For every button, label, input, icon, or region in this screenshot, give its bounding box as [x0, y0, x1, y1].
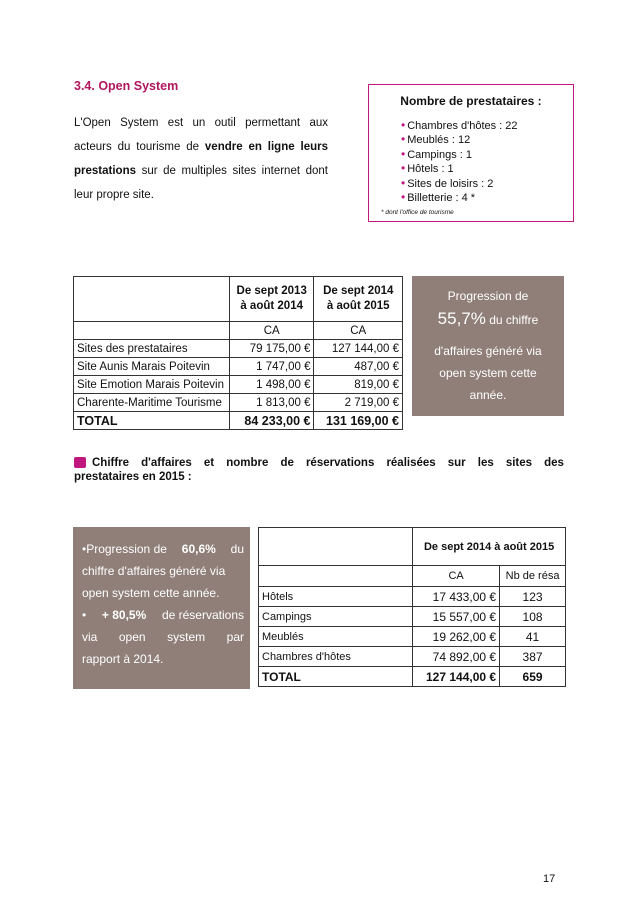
row-label: Meublés: [259, 627, 413, 647]
revenue-percent: 60,6%: [181, 542, 216, 556]
total-label: TOTAL: [259, 667, 413, 687]
provider-count: Hôtels : 1: [407, 163, 454, 176]
table-total-row: [74, 412, 403, 430]
bullet-icon: •: [401, 118, 406, 132]
total-count: 659: [500, 667, 566, 687]
progression-percent: 55,7%: [437, 309, 486, 328]
empty-subheader-cell: [74, 322, 230, 340]
row-count: 108: [500, 607, 566, 627]
bullet-bookings: [82, 604, 244, 670]
row-label: Site Emotion Marais Poitevin: [74, 376, 230, 394]
list-item: [401, 148, 518, 162]
provider-count: Sites de loisirs : 2: [407, 177, 494, 190]
row-value: 2 719,00 €: [314, 394, 403, 412]
ca-header: CA: [413, 566, 500, 587]
row-value: 1 747,00 €: [229, 358, 314, 376]
bookings-percent: + 80,5%: [101, 608, 147, 622]
bookings-count-header: Nb de résa: [500, 566, 566, 587]
ca-header: CA: [229, 322, 314, 340]
empty-header-cell: [74, 277, 230, 322]
subsection-title-line-1: [74, 456, 564, 470]
table-row: [259, 627, 566, 647]
row-count: 41: [500, 627, 566, 647]
bullet-word: par: [226, 630, 244, 644]
progression-bullets-panel: [73, 527, 250, 689]
total-value: 127 144,00 €: [413, 667, 500, 687]
bullet-icon: •: [401, 132, 406, 147]
bullet-revenue: [82, 538, 244, 604]
providers-list: [401, 119, 518, 205]
table-header-row: [259, 528, 566, 566]
provider-count: Meublés : 12: [407, 134, 471, 147]
intro-bold-text: vendre en ligne leurs prestations: [74, 141, 328, 177]
row-label: Charente-Maritime Tourisme: [74, 394, 230, 412]
title-word: Chiffre: [92, 457, 130, 469]
row-label: Campings: [259, 607, 413, 627]
bullet-icon: •: [401, 190, 406, 205]
table-row: [74, 340, 403, 358]
row-value: 74 892,00 €: [413, 647, 500, 667]
row-count: 123: [500, 587, 566, 607]
table-header-row: [74, 277, 403, 322]
revenue-table: [73, 276, 403, 430]
period-header: De sept 2014 à août 2015: [413, 528, 566, 566]
row-value: 819,00 €: [314, 376, 403, 394]
intro-paragraph: [74, 111, 328, 207]
bullet-text: Progression de: [86, 542, 167, 556]
bullet-text: de réservations: [161, 608, 244, 622]
list-item: [401, 177, 518, 191]
title-word: les: [477, 457, 494, 469]
row-label: Sites des prestataires: [74, 340, 230, 358]
list-item: [401, 119, 518, 133]
empty-header-cell: [259, 528, 413, 566]
page-number: 17: [543, 873, 556, 885]
list-item: [401, 162, 518, 176]
bullet-bookings-line-2: [82, 626, 244, 648]
row-value: 487,00 €: [314, 358, 403, 376]
table-row: [259, 647, 566, 667]
total-value: 131 169,00 €: [314, 412, 403, 430]
title-word: sur: [447, 457, 466, 469]
progression-line-2: [412, 309, 564, 329]
section-title: 3.4. Open System: [74, 79, 179, 93]
bullet-text: du: [230, 542, 244, 556]
title-word: réalisées: [386, 457, 436, 469]
row-value: 1 498,00 €: [229, 376, 314, 394]
total-label: TOTAL: [74, 412, 230, 430]
bullet-word: system: [167, 630, 206, 644]
bullet-icon: •: [401, 161, 406, 176]
table-row: [74, 394, 403, 412]
provider-count: Chambres d'hôtes : 22: [407, 120, 518, 132]
bullet-icon: •: [82, 608, 87, 622]
progression-line-1: Progression de: [447, 289, 529, 303]
bullet-bookings-line-3: rapport à 2014.: [82, 652, 164, 666]
providers-box: [368, 84, 574, 222]
row-label: Chambres d'hôtes: [259, 647, 413, 667]
bullet-icon: •: [401, 175, 406, 190]
bullet-icon: •: [82, 542, 87, 556]
row-label: Hôtels: [259, 587, 413, 607]
row-value: 1 813,00 €: [229, 394, 314, 412]
table-row: [259, 587, 566, 607]
title-word: et: [203, 457, 215, 469]
period-2014-header: De sept 2014 à août 2015: [314, 277, 403, 322]
subsection-title: [74, 456, 564, 484]
providers-note: * dont l'office de tourisme: [381, 209, 454, 216]
table-row: [259, 607, 566, 627]
empty-subheader-cell: [259, 566, 413, 587]
progression-text: du chiffre: [485, 313, 539, 327]
title-word: de: [280, 457, 294, 469]
bullet-revenue-line-2: chiffre d'affaires généré via: [82, 564, 226, 578]
row-value: 19 262,00 €: [413, 627, 500, 647]
row-value: 15 557,00 €: [413, 607, 500, 627]
progression-line-5: année.: [469, 388, 507, 402]
title-word: des: [544, 457, 564, 469]
subsection-title-line-2: prestataires en 2015 :: [74, 471, 192, 483]
bullet-revenue-line-1: [82, 538, 244, 560]
progression-line-4: open system cette: [439, 366, 537, 380]
intro-text-1: L'Open System est un outil permettant aux acteurs du tourisme de: [74, 117, 328, 153]
table-subheader-row: [259, 566, 566, 587]
bullet-revenue-line-3: open system cette année.: [82, 586, 220, 600]
ca-header: CA: [314, 322, 403, 340]
bookings-table: [258, 527, 566, 687]
intro-text-2: sur de multiples sites internet dont leur propre site.: [74, 165, 328, 201]
table-row: [74, 376, 403, 394]
bullet-icon: •: [401, 146, 406, 161]
provider-count: Campings : 1: [407, 148, 473, 161]
providers-title: Nombre de prestataires :: [400, 94, 542, 108]
table-row: [74, 358, 403, 376]
bullet-bookings-line-1: [82, 604, 244, 626]
row-count: 387: [500, 647, 566, 667]
list-item: [401, 191, 518, 205]
title-word: réservations: [305, 457, 375, 469]
table-total-row: [259, 667, 566, 687]
row-value: 79 175,00 €: [229, 340, 314, 358]
progression-line-3: d'affaires généré via: [434, 344, 542, 358]
title-word: d'affaires: [141, 457, 192, 469]
total-value: 84 233,00 €: [229, 412, 314, 430]
provider-count: Billetterie : 4 *: [407, 192, 476, 205]
progression-panel: [412, 276, 564, 416]
period-2013-header: De sept 2013 à août 2014: [229, 277, 314, 322]
bullet-word: open: [118, 630, 146, 644]
row-label: Site Aunis Marais Poitevin: [74, 358, 230, 376]
bullet-word: via: [82, 630, 98, 644]
title-word: nombre: [226, 457, 269, 469]
list-item: [401, 133, 518, 147]
table-subheader-row: [74, 322, 403, 340]
title-word: sites: [505, 457, 533, 469]
row-value: 17 433,00 €: [413, 587, 500, 607]
row-value: 127 144,00 €: [314, 340, 403, 358]
